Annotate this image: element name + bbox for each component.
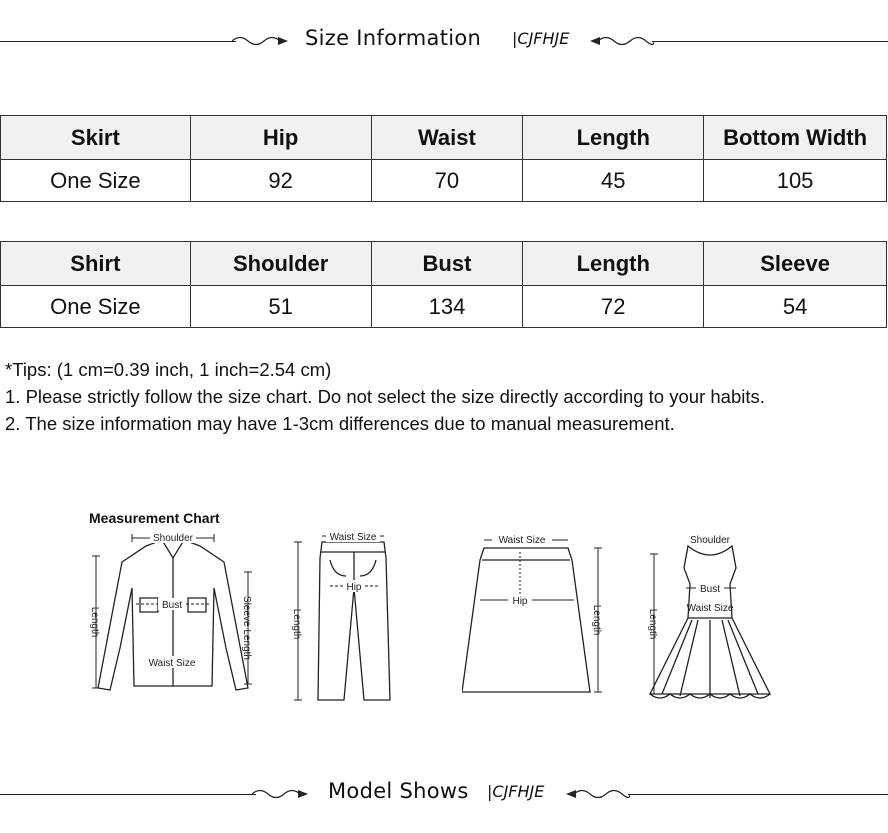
table-row	[1, 286, 887, 328]
shirt-size-table	[0, 241, 887, 328]
table-cell: 45	[523, 160, 704, 202]
pants-outline-icon	[290, 528, 400, 708]
skirt-outline-icon	[462, 528, 612, 700]
section-title: Size Information	[305, 26, 482, 50]
swirl-arrow-left-icon	[252, 785, 312, 803]
size-information-header	[0, 26, 888, 56]
model-shows-header	[0, 779, 888, 809]
tip-conversion: *Tips: (1 cm=0.39 inch, 1 inch=2.54 cm)	[5, 359, 332, 380]
table-header-cell: Bottom Width	[704, 116, 887, 160]
table-cell: 134	[371, 286, 523, 328]
table-header-cell: Hip	[190, 116, 371, 160]
swirl-arrow-right-icon	[590, 32, 654, 50]
skirt-length-label: Length	[591, 604, 602, 636]
shirt-shoulder-label: Shoulder	[152, 533, 194, 544]
table-cell: One Size	[1, 160, 191, 202]
table-cell: 51	[190, 286, 371, 328]
pants-diagram	[290, 528, 400, 713]
skirt-diagram	[462, 528, 612, 705]
shirt-length-label: Length	[89, 606, 100, 638]
size-tips	[5, 356, 765, 437]
dress-bust-label: Bust	[699, 584, 721, 595]
swirl-arrow-right-icon	[566, 785, 630, 803]
shirt-bust-label: Bust	[161, 600, 183, 611]
table-header-cell: Skirt	[1, 116, 191, 160]
table-cell: 105	[704, 160, 887, 202]
tip-item: 1. Please strictly follow the size chart. Do not select the size directly according to your habits.	[5, 386, 765, 407]
swirl-arrow-left-icon	[232, 32, 292, 50]
dress-diagram	[640, 528, 780, 713]
pants-length-label: Length	[291, 608, 302, 640]
table-cell: 54	[704, 286, 887, 328]
brand-name: |CJFHJE	[487, 782, 545, 801]
skirt-hip-label: Hip	[512, 596, 528, 607]
table-header-cell: Shoulder	[190, 242, 371, 286]
table-header-cell: Length	[523, 242, 704, 286]
table-header-row	[1, 116, 887, 160]
table-cell: 92	[190, 160, 371, 202]
dress-waist-label: Waist Size	[686, 603, 734, 614]
table-header-cell: Bust	[371, 242, 523, 286]
tip-item: 2. The size information may have 1-3cm differences due to manual measurement.	[5, 413, 675, 434]
table-header-cell: Waist	[371, 116, 523, 160]
dress-length-label: Length	[647, 608, 658, 640]
shirt-waist-label: Waist Size	[148, 658, 196, 669]
table-header-cell: Shirt	[1, 242, 191, 286]
skirt-size-table	[0, 115, 887, 202]
table-cell: 72	[523, 286, 704, 328]
section-title: Model Shows	[328, 779, 469, 803]
shirt-outline-icon	[88, 528, 258, 700]
brand-name: |CJFHJE	[512, 29, 570, 48]
header-rule-right	[628, 794, 888, 795]
table-row	[1, 160, 887, 202]
header-rule-left	[0, 41, 236, 42]
pants-hip-label: Hip	[346, 582, 362, 593]
skirt-waist-label: Waist Size	[498, 535, 546, 546]
table-cell: 70	[371, 160, 523, 202]
header-rule-right	[652, 41, 888, 42]
table-header-row	[1, 242, 887, 286]
header-rule-left	[0, 794, 256, 795]
table-header-cell: Sleeve	[704, 242, 887, 286]
pants-waist-label: Waist Size	[329, 532, 377, 543]
table-header-cell: Length	[523, 116, 704, 160]
shirt-diagram	[88, 528, 258, 705]
table-cell: One Size	[1, 286, 191, 328]
measurement-chart-title: Measurement Chart	[89, 510, 220, 526]
dress-shoulder-label: Shoulder	[689, 535, 731, 546]
shirt-sleeve-label: Sleeve Length	[241, 596, 252, 660]
dress-outline-icon	[640, 528, 780, 708]
